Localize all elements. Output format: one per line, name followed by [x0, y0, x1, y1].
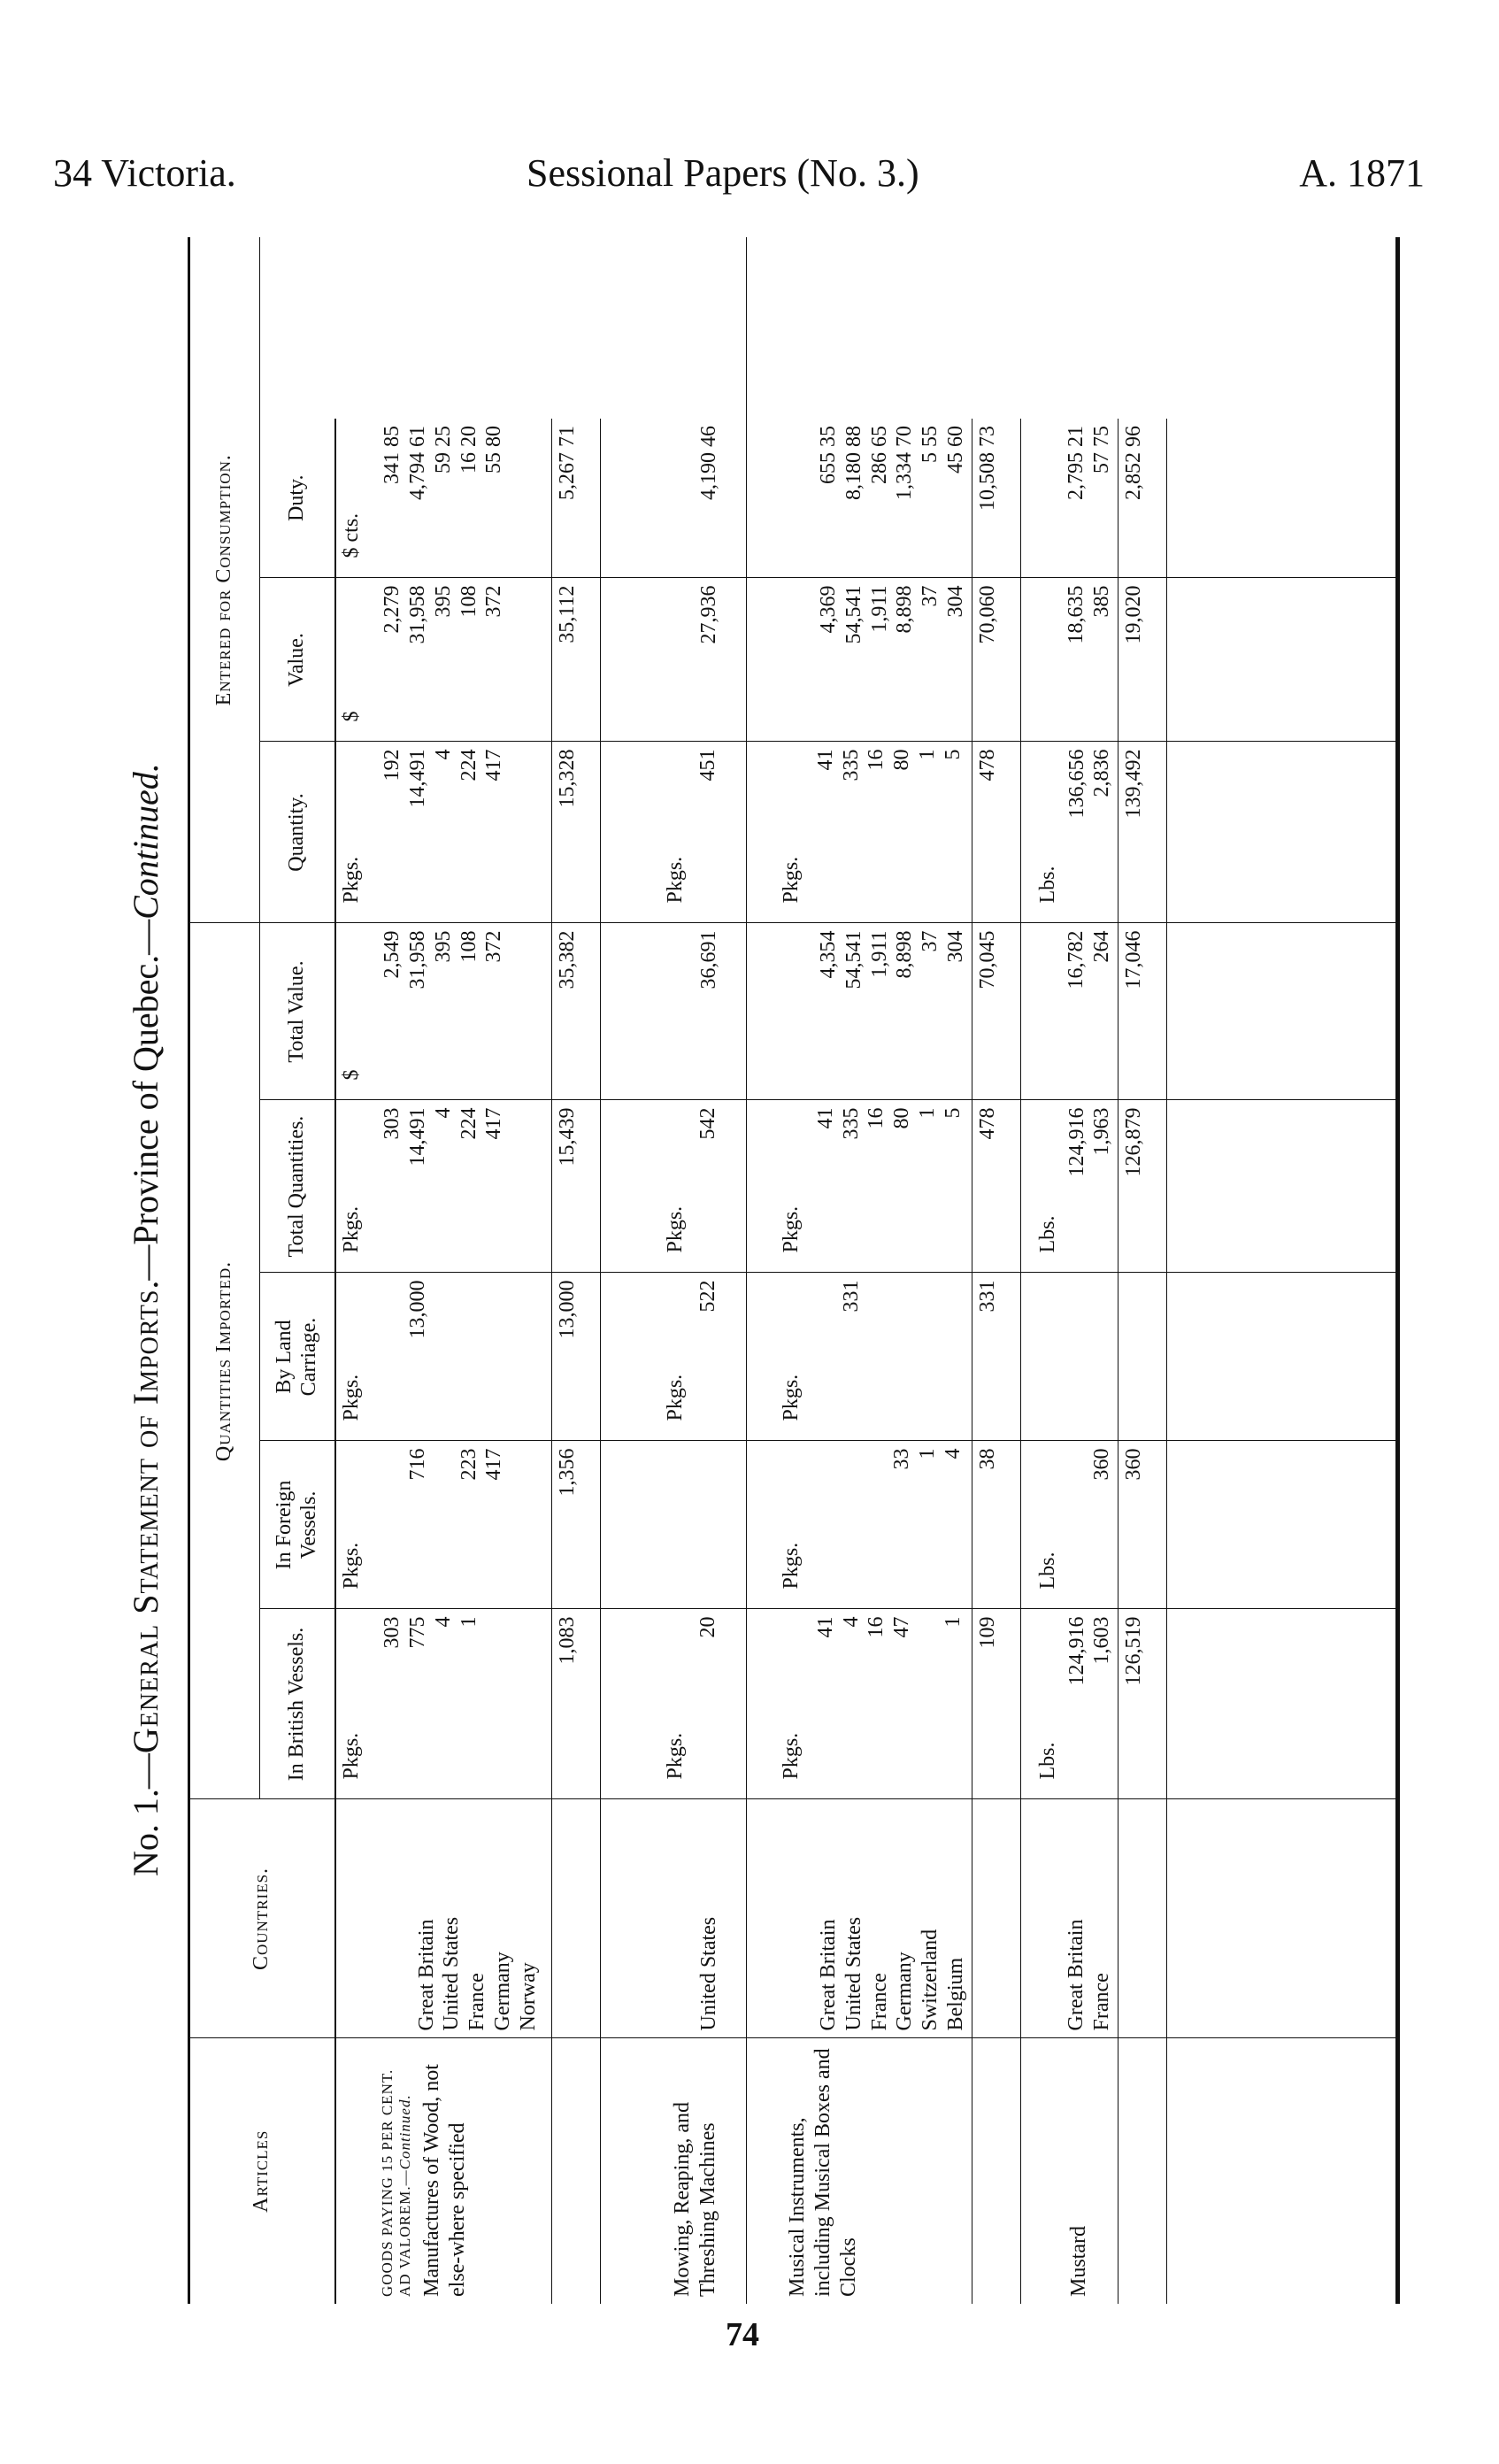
total-value: 35,112: [552, 578, 601, 742]
header-right: A. 1871: [1299, 151, 1425, 195]
total-qty-values: 303 14,491 4 224 417: [381, 1107, 506, 1167]
duty-values: 341 85 4,794 61 59 25 16 20 55 80: [381, 426, 506, 500]
total-qty-values: 542: [696, 1107, 719, 1140]
total-qty-cell: [1020, 1100, 1118, 1273]
duty-cell: [1020, 419, 1118, 578]
col-foreign-vessels: In Foreign Vessels.: [260, 1441, 335, 1609]
total-quantity: 15,328: [552, 742, 601, 923]
col-countries: Countries.: [189, 1799, 335, 2038]
total-british: 126,519: [1118, 1609, 1167, 1799]
col-duty: Duty.: [260, 419, 335, 578]
foreign-cell: [601, 1441, 747, 1609]
col-total-value: Total Value.: [260, 923, 335, 1100]
value-cell: [335, 578, 552, 742]
total-quantity: 139,492: [1118, 742, 1167, 923]
total-value: 19,020: [1118, 578, 1167, 742]
total-land: [1118, 1273, 1167, 1441]
british-cell: [335, 1609, 552, 1799]
quantity-values: 136,656 2,836: [1065, 749, 1114, 819]
total-total-qty: 15,439: [552, 1100, 601, 1273]
table-row: [601, 237, 747, 2304]
land-values: 331: [839, 1280, 863, 1313]
value-values: 18,635 385: [1064, 585, 1113, 644]
total-value-cell: [335, 923, 552, 1100]
countries-cell: [747, 1799, 972, 2038]
foreign-values: 33 1 4: [890, 1448, 965, 1470]
col-entered-consumption: Entered for Consumption.: [189, 237, 260, 923]
british-values: 20: [696, 1616, 719, 1638]
total-land: 13,000: [552, 1273, 601, 1441]
total-row: [972, 237, 1020, 2304]
total-total-qty: 478: [972, 1100, 1020, 1273]
total-land: 331: [972, 1273, 1020, 1441]
total-value-values: 4,354 54,541 1,911 8,898 37 304: [817, 930, 967, 989]
value-values: 4,369 54,541 1,911 8,898 37 304: [817, 585, 967, 644]
duty-values: 655 35 8,180 88 286 65 1,334 70 5 55 45 60: [817, 426, 967, 500]
unit-label: Pkgs.: [339, 1732, 363, 1780]
total-row: [552, 237, 601, 2304]
quantity-values: 192 14,491 4 224 417: [381, 749, 506, 808]
british-cell: [747, 1609, 972, 1799]
header-center: Sessional Papers (No. 3.): [527, 151, 919, 195]
imports-table: [188, 237, 1400, 2304]
total-foreign: 1,356: [552, 1441, 601, 1609]
col-land-carriage: By Land Carriage.: [260, 1273, 335, 1441]
table-filler-row: [1167, 237, 1398, 2304]
quantity-values: 451: [696, 749, 719, 782]
unit-label: Pkgs.: [664, 856, 687, 904]
total-value-cell: [747, 923, 972, 1100]
statement-frame: [188, 237, 1400, 2304]
unit-label: $: [339, 1069, 363, 1081]
duty-cell: [335, 419, 552, 578]
duty-cell: [747, 419, 972, 578]
total-value-cell: [1020, 923, 1118, 1100]
unit-label: Pkgs.: [664, 1205, 687, 1253]
duty-cell: [601, 419, 747, 578]
total-value-values: 2,549 31,958 395 108 372: [381, 930, 506, 989]
countries-list: United States: [697, 1916, 720, 2031]
value-cell: [601, 578, 747, 742]
article-cell: [1020, 2038, 1118, 2304]
total-qty-values: 41 335 16 80 1 5: [813, 1107, 965, 1140]
duty-values: 2,795 21 57 75: [1064, 426, 1113, 500]
total-total-value: 17,046: [1118, 923, 1167, 1100]
foreign-cell: [1020, 1441, 1118, 1609]
total-qty-cell: [601, 1100, 747, 1273]
unit-label: Pkgs.: [780, 856, 803, 904]
section-heading-cont: Continued.: [396, 2094, 413, 2170]
total-row: [1118, 237, 1167, 2304]
col-total-quantities: Total Quantities.: [260, 1100, 335, 1273]
foreign-values: 716 223 417: [406, 1448, 506, 1481]
total-qty-cell: [747, 1100, 972, 1273]
british-values: 41 4 16 47 1: [813, 1616, 965, 1638]
section-heading-1: GOODS PAYING 15 PER CENT.: [378, 2068, 396, 2297]
foreign-values: 360: [1090, 1448, 1114, 1481]
col-british-vessels: In British Vessels.: [260, 1609, 335, 1799]
quantity-cell: [335, 742, 552, 923]
unit-label: Pkgs.: [664, 1732, 687, 1780]
total-quantity: 478: [972, 742, 1020, 923]
col-quantities-imported: Quantities Imported.: [189, 923, 260, 1799]
article-name: Mowing, Reaping, and Threshing Machines: [671, 2102, 719, 2297]
header-left: 34 Victoria.: [53, 151, 236, 195]
value-cell: [1020, 578, 1118, 742]
article-name: Mustard: [1066, 2226, 1090, 2297]
unit-label: $ cts.: [339, 512, 363, 558]
total-value-values: 36,691: [697, 930, 720, 989]
unit-label: Lbs.: [1035, 1215, 1059, 1253]
unit-label: Pkgs.: [780, 1732, 803, 1780]
unit-label: Pkgs.: [780, 1542, 803, 1590]
article-name: Manufactures of Wood, not else-where specified: [420, 2064, 470, 2297]
total-qty-values: 124,916 1,963: [1065, 1107, 1114, 1177]
unit-label: Pkgs.: [339, 1542, 363, 1590]
unit-label: Pkgs.: [339, 856, 363, 904]
land-cell: [601, 1273, 747, 1441]
british-cell: [1020, 1609, 1118, 1799]
countries-list: Great Britain France: [1064, 1919, 1113, 2031]
total-value: 70,060: [972, 578, 1020, 742]
value-values: 2,279 31,958 395 108 372: [381, 585, 506, 644]
page-header: [53, 150, 1425, 212]
table-row: [747, 237, 972, 2304]
total-total-value: 70,045: [972, 923, 1020, 1100]
article-cell: [335, 2038, 552, 2304]
quantity-values: 41 335 16 80 1 5: [813, 749, 965, 782]
land-cell: [335, 1273, 552, 1441]
unit-label: Pkgs.: [664, 1374, 687, 1421]
quantity-cell: [1020, 742, 1118, 923]
total-duty: 10,508 73: [972, 419, 1020, 578]
title-continued: Continued.: [126, 763, 165, 920]
title-main: General Statement of Imports: [126, 1289, 165, 1754]
british-cell: [601, 1609, 747, 1799]
duty-values: 4,190 46: [697, 426, 720, 500]
quantity-cell: [601, 742, 747, 923]
page-number: 74: [726, 2316, 759, 2353]
land-values: 13,000: [406, 1280, 430, 1339]
british-values: 303 775 4 1: [381, 1616, 480, 1649]
section-heading-2: AD VALOREM.—: [396, 2169, 413, 2297]
total-foreign: 360: [1118, 1441, 1167, 1609]
total-duty: 5,267 71: [552, 419, 601, 578]
unit-label: Lbs.: [1035, 866, 1059, 904]
unit-label: Pkgs.: [339, 1374, 363, 1421]
unit-label: Pkgs.: [780, 1374, 803, 1421]
title-prefix: No. 1.—: [126, 1753, 165, 1876]
article-name: Musical Instruments, including Musical Boxes and Clocks: [786, 2048, 860, 2297]
article-cell: [747, 2038, 972, 2304]
total-value-cell: [601, 923, 747, 1100]
british-values: 124,916 1,603: [1065, 1616, 1114, 1686]
total-total-qty: 126,879: [1118, 1100, 1167, 1273]
unit-label: Lbs.: [1035, 1742, 1059, 1780]
total-total-value: 35,382: [552, 923, 601, 1100]
quantity-cell: [747, 742, 972, 923]
total-value-values: 16,782 264: [1064, 930, 1113, 989]
article-cell: [601, 2038, 747, 2304]
unit-label: Pkgs.: [339, 1205, 363, 1253]
statement-title: [128, 513, 164, 1876]
col-value: Value.: [260, 578, 335, 742]
countries-list: Great Britain United States France Germany Norway: [414, 1916, 540, 2031]
total-british: 109: [972, 1609, 1020, 1799]
table-row: [1020, 237, 1118, 2304]
countries-cell: [335, 1799, 552, 2038]
unit-label: Lbs.: [1035, 1552, 1059, 1590]
land-values: 522: [696, 1280, 719, 1313]
col-quantity: Quantity.: [260, 742, 335, 923]
total-qty-cell: [335, 1100, 552, 1273]
value-values: 27,936: [697, 585, 720, 644]
foreign-cell: [747, 1441, 972, 1609]
total-duty: 2,852 96: [1118, 419, 1167, 578]
land-cell: [747, 1273, 972, 1441]
total-british: 1,083: [552, 1609, 601, 1799]
rotated-table-wrapper: [188, 237, 1400, 2304]
col-articles: Articles: [189, 2038, 335, 2304]
countries-cell: [1020, 1799, 1118, 2038]
title-suffix: .—Province of Quebec.—: [126, 919, 165, 1290]
countries-cell: [601, 1799, 747, 2038]
unit-label: Pkgs.: [780, 1205, 803, 1253]
value-cell: [747, 578, 972, 742]
unit-label: $: [339, 711, 363, 722]
table-row: [335, 237, 552, 2304]
countries-list: Great Britain United States France Germany Switzerland Belgium: [817, 1916, 967, 2031]
land-cell: [1020, 1273, 1118, 1441]
total-foreign: 38: [972, 1441, 1020, 1609]
foreign-cell: [335, 1441, 552, 1609]
